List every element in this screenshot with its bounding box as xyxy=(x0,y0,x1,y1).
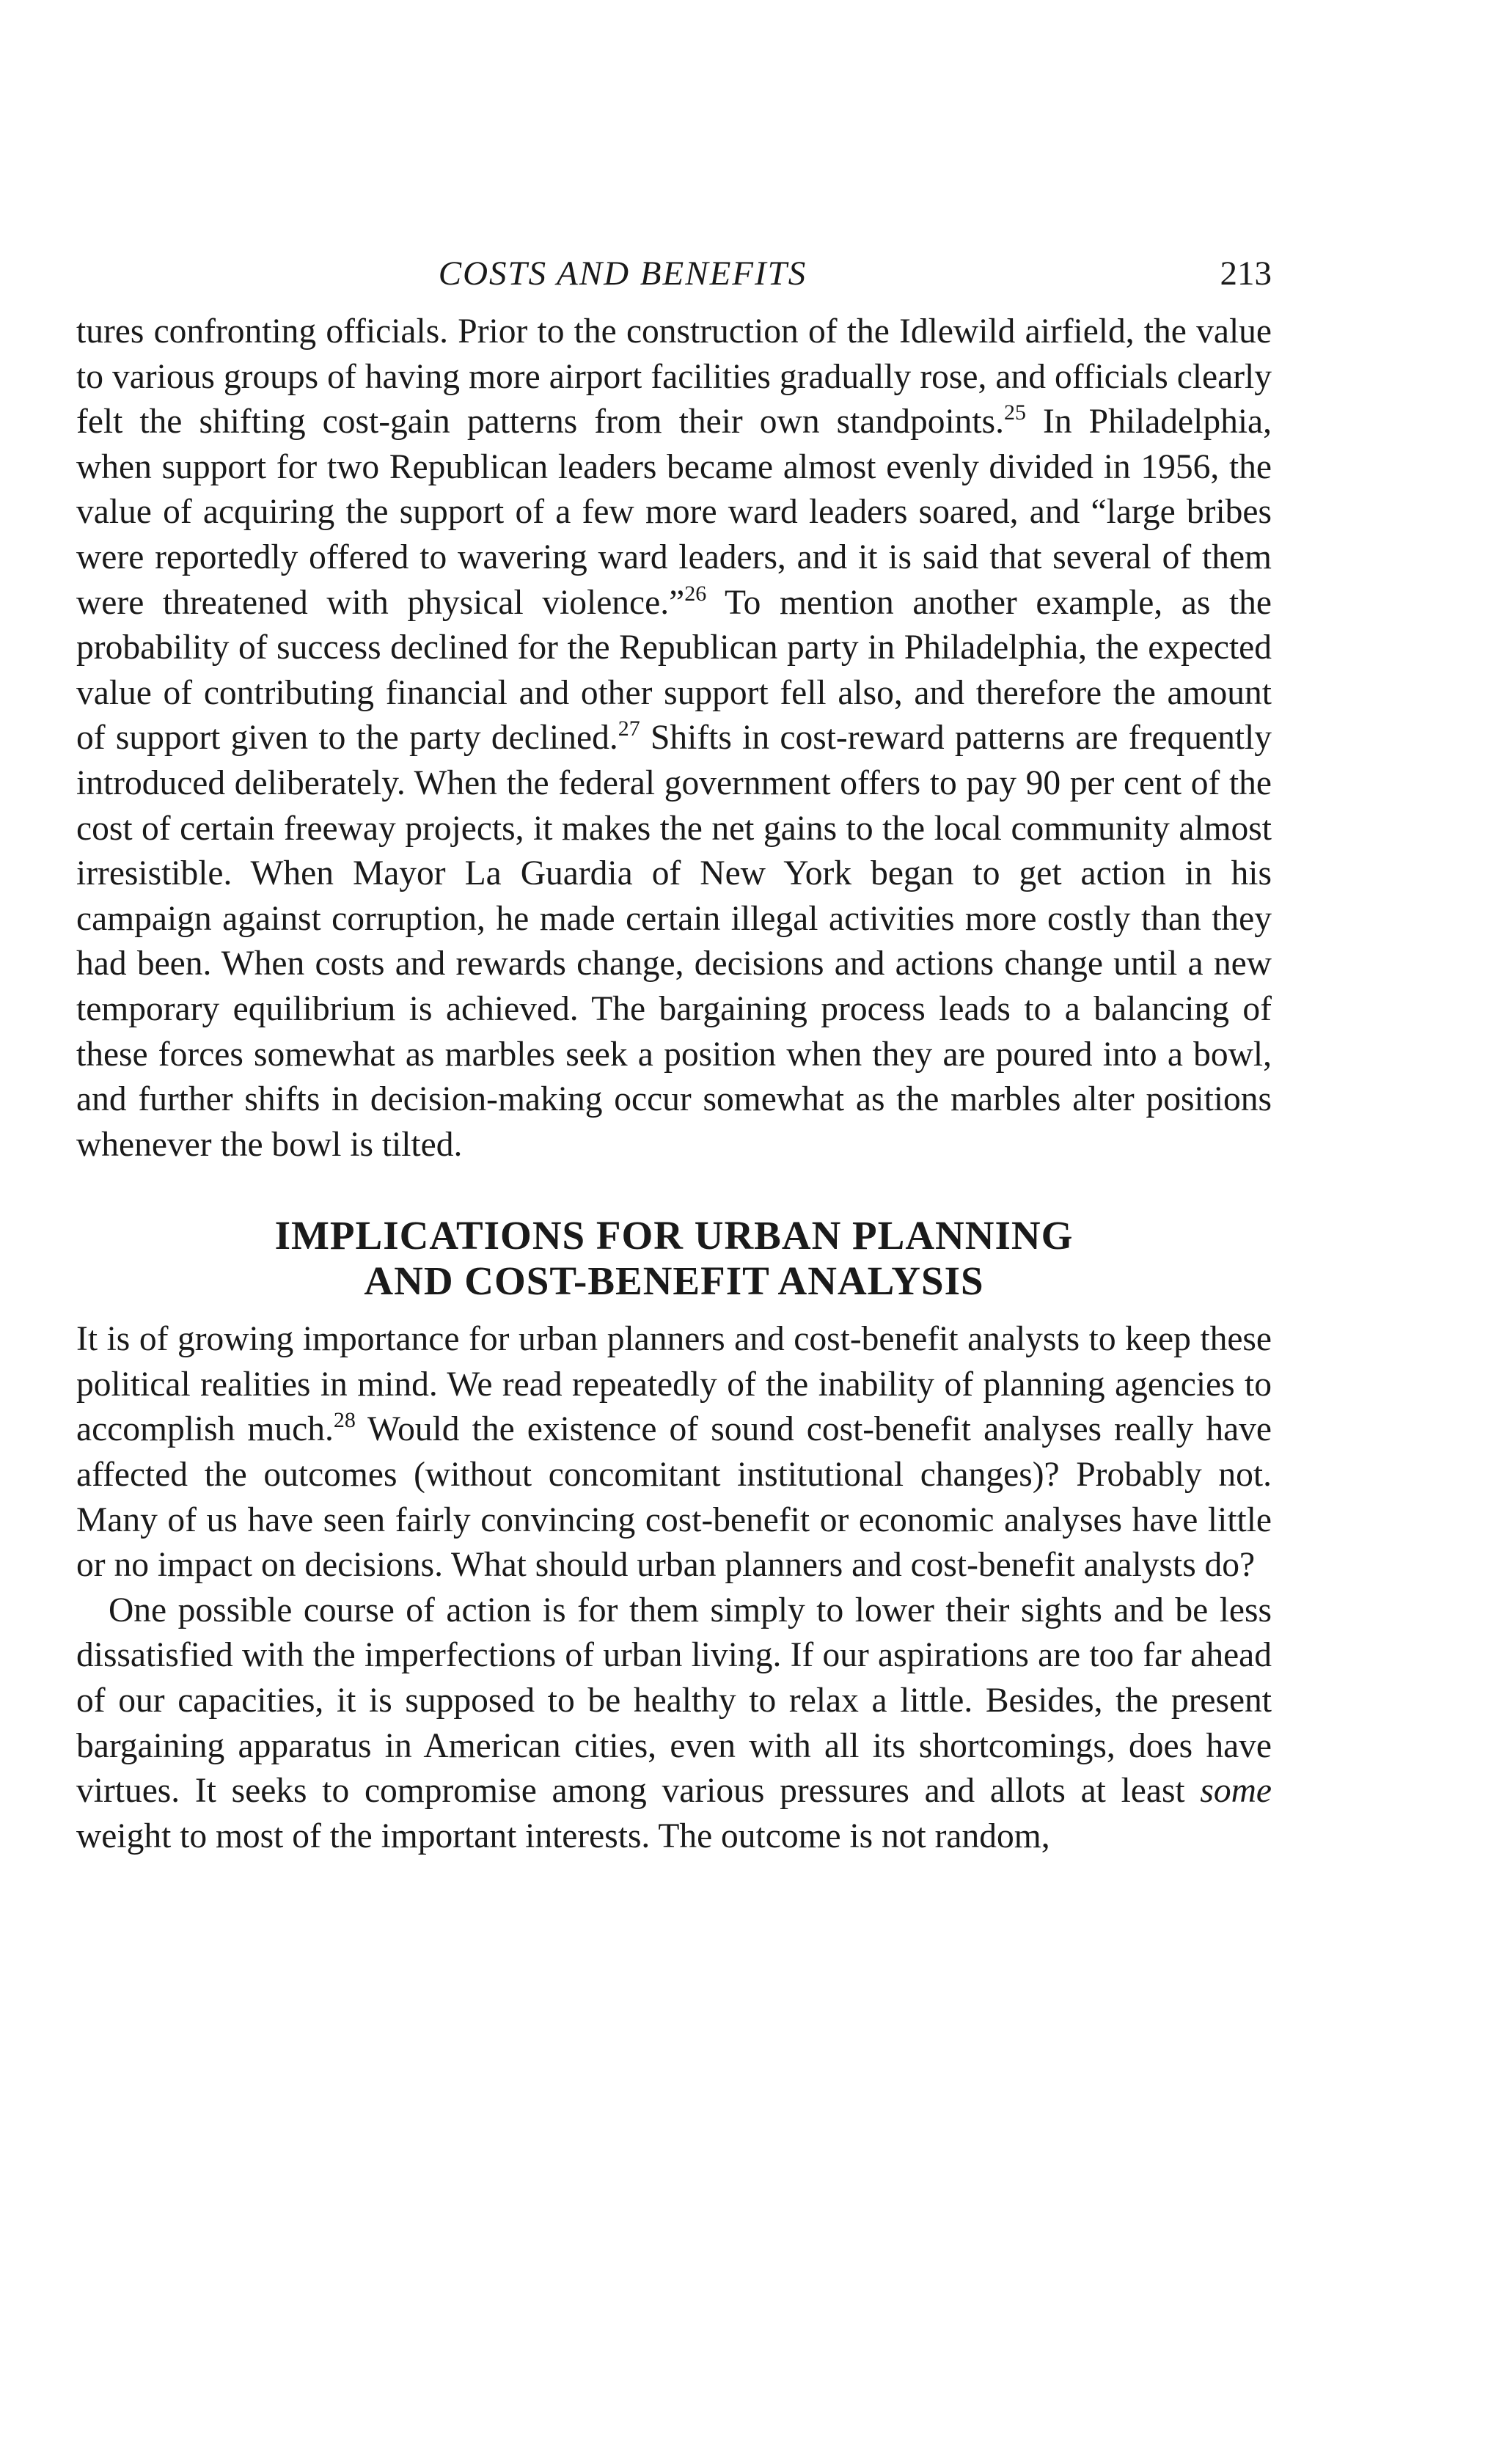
text-run: tures confronting officials. Prior to the construction of the Idlewild airfield, the value to various groups of having more airport facilities gradually rose, and officials clearly felt the shifting cost-gain patterns from their own standpoints. xyxy=(76,312,1272,441)
footnote-ref-28: 28 xyxy=(333,1408,356,1433)
emphasis: some xyxy=(1200,1772,1272,1811)
book-page xyxy=(76,248,1272,1859)
page-number: 213 xyxy=(1220,254,1272,293)
paragraph-continued xyxy=(76,309,1272,1167)
running-head xyxy=(76,248,1272,299)
footnote-ref-25: 25 xyxy=(1003,400,1026,425)
text-run: In Philadelphia, when support for two Republican leaders became almost evenly divided in 1956, the value of acquiring the support of a few more ward leaders soared, and “large bribes were reportedly offered to wavering ward leaders, and it is said that several of them were threatened with physical violence.” xyxy=(76,403,1272,622)
text-run: Would the existence of sound cost-benefit analyses really have affected the outcomes (without concomitant institutional changes)? Probably not. Many of us have seen fairly convincing cost-benefit or economic analyses have little or no impact on decisions. What should urban planners and cost-benefit analysts do? xyxy=(76,1410,1272,1585)
text-run: It is of growing importance for urban planners and cost-benefit analysts to keep these political realities in mind. We read repeatedly of the inability of planning agencies to accomplish much. xyxy=(76,1320,1272,1449)
section-heading xyxy=(76,1213,1272,1304)
section-heading-line-1: IMPLICATIONS FOR URBAN PLANNING xyxy=(274,1213,1074,1258)
text-run: Shifts in cost-reward patterns are frequently introduced deliberately. When the federal government offers to pay 90 per cent of the cost of certain freeway projects, it makes the net gains to the local community almost irresistible. When Mayor La Guardia of New York began to get action in his campaign against corruption, he made certain illegal activities more costly than they had been. When costs and rewards change, decisions and actions change until a new temporary equilibrium is achieved. The bargaining process leads to a balancing of these forces somewhat as marbles seek a position when they are poured into a bowl, and further shifts in decision-making occur somewhat as the marbles alter positions whenever the bowl is tilted. xyxy=(76,719,1272,1164)
text-run: One possible course of action is for them simply to lower their sights and be less dissatisfied with the imperfections of urban living. If our aspirations are too far ahead of our capacities, it is supposed to be healthy to relax a little. Besides, the present bargaining apparatus in American cities, even with all its shortcomings, does have virtues. It seeks to compromise among various pressures and allots at least xyxy=(76,1591,1272,1811)
footnote-ref-26: 26 xyxy=(684,581,707,606)
footnote-ref-27: 27 xyxy=(618,716,640,741)
paragraph xyxy=(76,1317,1272,1588)
text-run: To mention another example, as the probability of success declined for the Republican party in Philadelphia, the expected value of contributing financial and other support fell also, and therefore the amount of support given to the party declined. xyxy=(76,583,1272,758)
section-heading-line-2: AND COST-BENEFIT ANALYSIS xyxy=(364,1258,984,1304)
running-head-title: COSTS AND BENEFITS xyxy=(438,254,807,293)
paragraph xyxy=(76,1588,1272,1860)
text-run: weight to most of the important interests. The outcome is not random, xyxy=(76,1816,1050,1855)
